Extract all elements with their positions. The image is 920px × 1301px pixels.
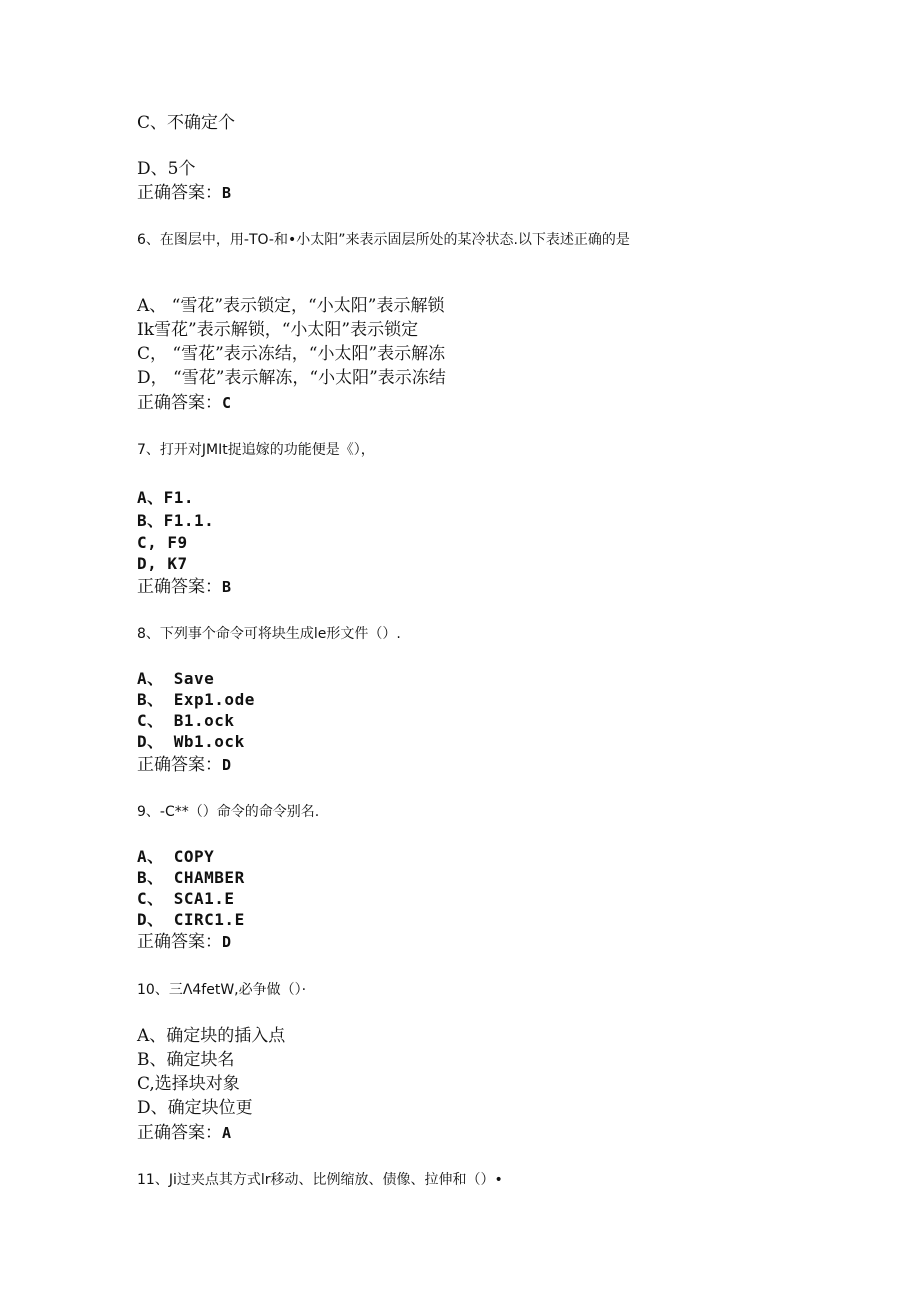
q8-option-c: C、 B1.ock: [137, 711, 235, 730]
q8-option-b: B、 Exp1.ode: [137, 690, 255, 709]
q7-option-d: D, K7: [137, 554, 188, 573]
q9-option-b: B、 CHAMBER: [137, 868, 245, 887]
answer-label: 正确答案：: [137, 755, 222, 775]
answer-value: D: [222, 756, 232, 774]
answer-value: B: [222, 578, 232, 596]
answer-label: 正确答案：: [137, 1123, 222, 1143]
q5-answer: [137, 185, 231, 202]
q10-option-d: D、确定块位更: [137, 1098, 253, 1118]
q11-text: 11、Ji过夹点其方式lr移动、比例缩放、债像、拉伸和（）•: [137, 1172, 503, 1188]
answer-label: 正确答案：: [137, 932, 222, 952]
q7-option-c: C, F9: [137, 533, 188, 552]
q6-option-a: A、 “雪花”表示锁定，“小太阳”表示解锁: [137, 296, 445, 316]
q10-text: 10、三Λ4fetW,必争做（）·: [137, 982, 307, 998]
q9-answer: [137, 934, 231, 951]
q8-answer: [137, 757, 231, 774]
q9-option-c: C、 SCA1.E: [137, 889, 235, 908]
q5-option-d: D、5个: [137, 159, 196, 179]
q7-option-a: A、F1.: [137, 488, 195, 507]
q9-option-d: D、 CIRC1.E: [137, 910, 245, 929]
q10-answer: [137, 1125, 231, 1142]
q7-text: 7、打开对JMIt捉追嫁的功能便是《），: [137, 442, 375, 458]
q8-option-a: A、 Save: [137, 669, 215, 688]
answer-value: A: [222, 1124, 232, 1142]
answer-label: 正确答案：: [137, 393, 222, 413]
q5-option-c: C、不确定个: [137, 113, 236, 133]
q10-option-a: A、确定块的插入点: [137, 1026, 286, 1046]
q6-text: 6、在图层中，用-TO-和•小太阳”来表示固层所处的某冷状态.以下表述正确的是: [137, 232, 630, 248]
q7-answer: [137, 579, 231, 596]
q7-option-b: B、F1.1.: [137, 511, 215, 530]
answer-value: B: [222, 184, 232, 202]
q10-option-b: B、确定块名: [137, 1050, 235, 1070]
answer-label: 正确答案：: [137, 577, 222, 597]
q6-option-b: Ik雪花”表示解锁，“小太阳”表示锁定: [137, 320, 419, 340]
q10-option-c: C,选择块对象: [137, 1074, 240, 1094]
q8-text: 8、下列事个命令可将块生成le形文件（）.: [137, 626, 401, 642]
q6-answer: [137, 395, 231, 412]
q8-option-d: D、 Wb1.ock: [137, 732, 245, 751]
answer-label: 正确答案：: [137, 183, 222, 203]
q9-text: 9、-C**（）命令的命令别名.: [137, 804, 320, 820]
q6-option-c: C， “雪花”表示冻结，“小太阳”表示解冻: [137, 344, 446, 364]
answer-value: D: [222, 933, 232, 951]
q6-option-d: D， “雪花”表示解冻，“小太阳”表示冻结: [137, 368, 446, 388]
q9-option-a: A、 COPY: [137, 847, 215, 866]
answer-value: C: [222, 394, 232, 412]
